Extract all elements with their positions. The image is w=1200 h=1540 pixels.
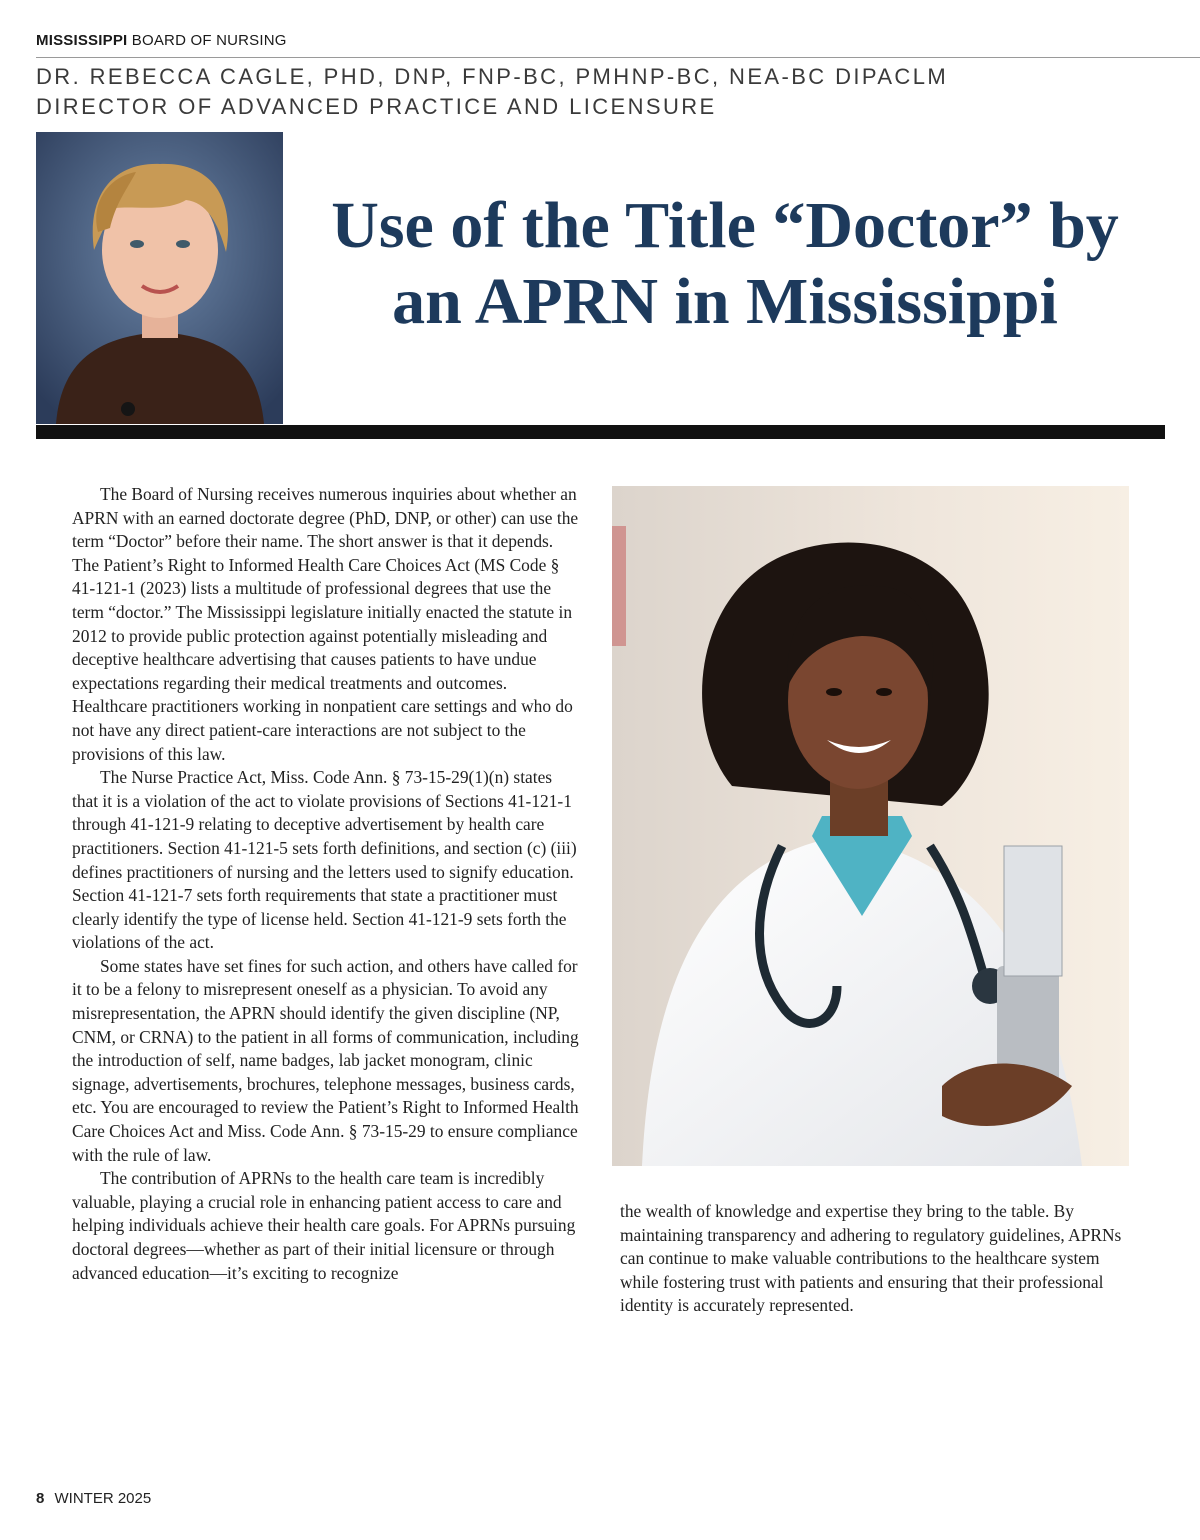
author-role: DIRECTOR OF ADVANCED PRACTICE AND LICENSURE: [36, 94, 717, 119]
author-name: DR. REBECCA CAGLE, PHD, DNP, FNP-BC, PMHNP-BC, NEA-BC DIPACLM: [36, 64, 949, 89]
article-body-left: [72, 483, 582, 1285]
nurse-practitioner-photo: [612, 486, 1129, 1166]
body-paragraph: Some states have set fines for such action, and others have called for it to be a felony to misrepresent oneself as a physician. To avoid any misrepresentation, the APRN should identify the given discipline (NP, CNM, or CRNA) to the patient in all forms of communication, including the introduction of self, name badges, lab jacket monogram, clinic signage, advertisements, brochures, telephone messages, business cards, etc. You are encouraged to review the Patient’s Right to Informed Health Care Choices Act and Miss. Code Ann. § 73-15-29 to ensure compliance with the rule of law.: [72, 955, 579, 1165]
article-title: Use of the Title “Doctor” by an APRN in Mississippi: [331, 189, 1119, 338]
page-footer: [36, 1490, 151, 1507]
page-number: 8: [36, 1490, 45, 1507]
body-paragraph: The Board of Nursing receives numerous inquiries about whether an APRN with an earned doctorate degree (PhD, DNP, or other) can use the term “Doctor” before their name. The short answer is that it depends. The Patient’s Right to Informed Health Care Choices Act (MS Code § 41-121-1 (2023) lists a multitude of professional degrees that use the term “doctor.” The Mississippi legislature initially enacted the statute in 2012 to provide public protection against potentially misleading and deceptive healthcare advertising that causes patients to have undue expectations regarding their medical treatments and outcomes. Healthcare practitioners working in nonpatient care settings and who do not have any direct patient-care interactions are not subject to the provisions of this law.: [72, 484, 579, 764]
masthead-rule: [36, 57, 1200, 58]
author-block: [36, 62, 948, 122]
masthead-org: BOARD OF NURSING: [131, 32, 287, 49]
title-divider-bar: [36, 425, 1165, 439]
body-paragraph: The contribution of APRNs to the health care team is incredibly valuable, playing a crucial role in enhancing patient access to care and helping individuals achieve their health care goals. For APRNs pursuing doctoral degrees—whether as part of their initial licensure or through advanced education—it’s exciting to recognize: [72, 1168, 576, 1283]
issue-label: WINTER 2025: [54, 1490, 152, 1507]
body-paragraph: the wealth of knowledge and expertise they bring to the table. By maintaining transparency and adhering to regulatory guidelines, APRNs can continue to make valuable contributions to the healthcare system while fostering trust with patients and ensuring that their professional identity is accurately represented.: [620, 1201, 1122, 1316]
article-body-right: [620, 1200, 1132, 1318]
masthead-state: MISSISSIPPI: [36, 32, 128, 49]
masthead: [36, 32, 1200, 49]
author-portrait: [36, 132, 283, 424]
body-paragraph: The Nurse Practice Act, Miss. Code Ann. § 73-15-29(1)(n) states that it is a violation of the act to violate provisions of Sections 41-121-1 through 41-121-9 relating to deceptive advertisement by health care practitioners. Section 41-121-5 sets forth definitions, and section (c) (iii) defines practitioners of nursing and the letters used to signify education. Section 41-121-7 sets forth requirements that state a practitioner must clearly identify the type of license held. Section 41-121-9 sets forth the violations of the act.: [72, 767, 577, 953]
